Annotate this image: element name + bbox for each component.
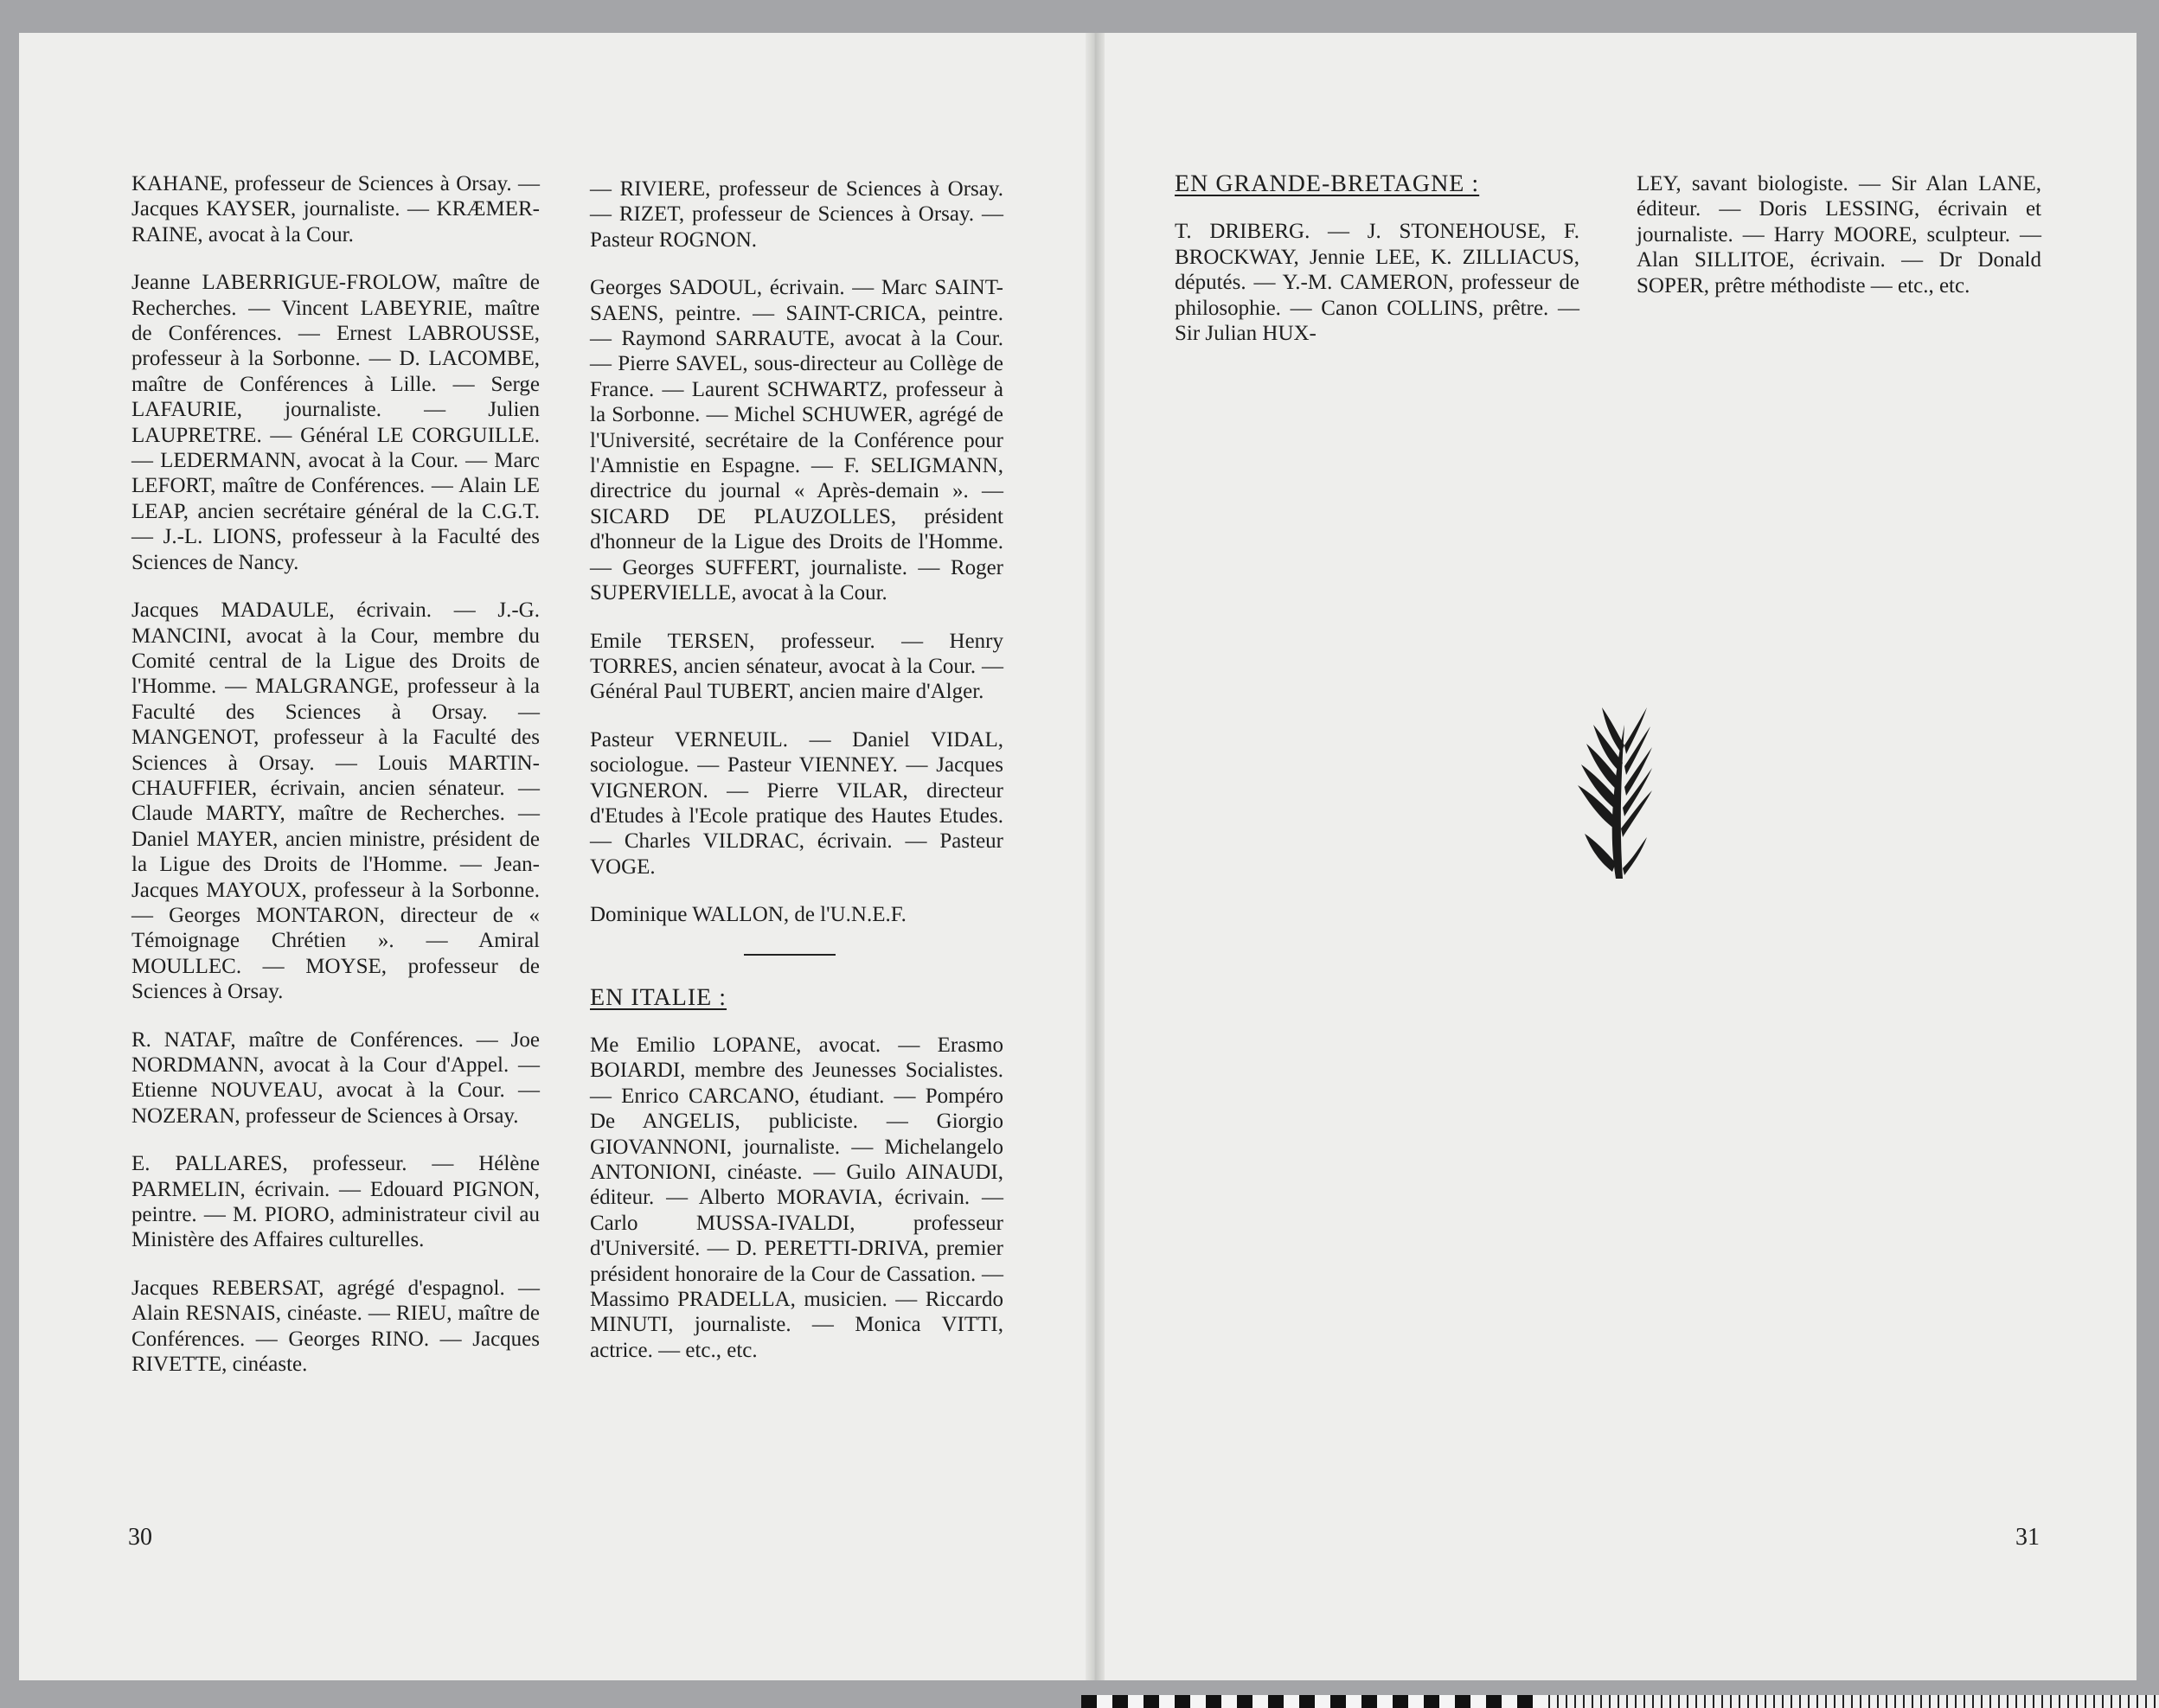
paragraph-k: KAHANE, professeur de Sciences à Orsay. — Jacques KAYSER, journaliste. — KRÆMER-RAINE, avocat à la Cour. — [131, 172, 540, 246]
paragraph-t: Emile TERSEN, professeur. — Henry TORRES, ancien sénateur, avocat à la Cour. — Général Paul TUBERT, ancien maire d'Alger. — [590, 629, 1003, 704]
paragraph-p: E. PALLARES, professeur. — Hélène PARMELIN, écrivain. — Edouard PIGNON, peintre. — M. PIORO, administrateur civil au Ministère des Affaires culturelles. — [131, 1152, 540, 1252]
paragraph-n: R. NATAF, maître de Conférences. — Joe NORDMANN, avocat à la Cour d'Appel. — Etienne NOUVEAU, avocat à la Cour. — NOZERAN, professeur de Sciences à Orsay. — [131, 1027, 540, 1128]
color-calibration-scale — [1081, 1695, 2159, 1708]
right-page-column-2 — [1637, 171, 2041, 321]
paragraph-l: Jeanne LABERRIGUE-FROLOW, maître de Recherches. — Vincent LABEYRIE, maître de Conférences. — Ernest LABROUSSE, professeur à la Sorbonne. — D. LACOMBE, maître de Conférences à Lille. — Serge LAFAURIE, journaliste. — Julien LAUPRETRE. — Général LE CORGUILLE. — LEDERMANN, avocat à la Cour. — Marc LEFORT, maître de Conférences. — Alain LE LEAP, ancien secrétaire général de la C.G.T. — J.-L. LIONS, professeur à la Faculté des Sciences de Nancy. — [131, 271, 540, 574]
page-number-right: 31 — [2015, 1524, 2040, 1551]
paragraph-italie: Me Emilio LOPANE, avocat. — Erasmo BOIARDI, membre des Jeunesses Socialistes. — Enrico CARCANO, étudiant. — Pompéro De ANGELIS, publiciste. — Giorgio GIOVANNONI, journaliste. — Michelangelo ANTONIONI, cinéaste. — Guilo AINAUDI, éditeur. — Alberto MORAVIA, écrivain. — Carlo MUSSA-IVALDI, professeur d'Université. — D. PERETTI-DRIVA, premier président honoraire de la Cour de Cassation. — Massimo PRADELLA, musicien. — Riccardo MINUTI, journaliste. — Monica VITTI, actrice. — etc., etc. — [590, 1033, 1003, 1362]
paragraph-v: Pasteur VERNEUIL. — Daniel VIDAL, sociologue. — Pasteur VIENNEY. — Jacques VIGNERON. — Pierre VILAR, directeur d'Etudes à l'Ecole pratique des Hautes Etudes. — Charles VILDRAC, écrivain. — Pasteur VOGE. — [590, 727, 1003, 879]
left-page-column-2 — [590, 176, 1003, 1385]
section-heading-italie: EN ITALIE : — [590, 983, 727, 1011]
book-gutter — [1086, 33, 1105, 1680]
section-divider — [744, 954, 836, 956]
paragraph-gb-1: T. DRIBERG. — J. STONEHOUSE, F. BROCKWAY, Jennie LEE, K. ZILLIACUS, députés. — Y.-M. CAMERON, professeur de philosophie. — Canon COLLINS, prêtre. — Sir Julian HUX- — [1175, 220, 1579, 346]
right-page-column-1 — [1175, 171, 1579, 368]
section-heading-grande-bretagne: EN GRANDE-BRETAGNE : — [1175, 170, 1480, 197]
paragraph-gb-2: LEY, savant biologiste. — Sir Alan LANE, éditeur. — Doris LESSING, écrivain et journaliste. — Harry MOORE, sculpteur. — Alan SILLITOE, écrivain. — Dr Donald SOPER, prêtre méthodiste — etc., etc. — [1637, 172, 2041, 297]
paragraph-r: Jacques REBERSAT, agrégé d'espagnol. — Alain RESNAIS, cinéaste. — RIEU, maître de Conférences. — Georges RINO. — Jacques RIVETTE, cinéaste. — [131, 1276, 540, 1377]
paragraph-m: Jacques MADAULE, écrivain. — J.-G. MANCINI, avocat à la Cour, membre du Comité central de la Ligue des Droits de l'Homme. — MALGRANGE, professeur à la Faculté des Sciences à Orsay. — MANGENOT, professeur à la Faculté des Sciences à Orsay. — Louis MARTIN-CHAUFFIER, écrivain, ancien sénateur. — Claude MARTY, maître de Recherches. — Daniel MAYER, ancien ministre, président de la Ligue des Droits de l'Homme. — Jean-Jacques MAYOUX, professeur à la Sorbonne. — Georges MONTARON, directeur de « Témoignage Chrétien ». — Amiral MOULLEC. — MOYSE, professeur de Sciences à Orsay. — [131, 598, 540, 1004]
paragraph-s: Georges SADOUL, écrivain. — Marc SAINT-SAENS, peintre. — SAINT-CRICA, peintre. — Raymond SARRAUTE, avocat à la Cour. — Pierre SAVEL, sous-directeur au Collège de France. — Laurent SCHWARTZ, professeur à la Sorbonne. — Michel SCHUWER, agrégé de l'Université, secrétaire de la Conférence pour l'Amnistie en Espagne. — F. SELIGMANN, directrice du journal « Après-demain ». — SICARD DE PLAUZOLLES, président d'honneur de la Ligue des Droits de l'Homme. — Georges SUFFERT, journaliste. — Roger SUPERVIELLE, avocat à la Cour. — [590, 276, 1003, 605]
paragraph-riviere: — RIVIERE, professeur de Sciences à Orsay. — RIZET, professeur de Sciences à Orsay. — Pasteur ROGNON. — [590, 177, 1003, 252]
paragraph-w: Dominique WALLON, de l'U.N.E.F. — [590, 903, 907, 927]
wheat-sprig-icon — [1571, 699, 1654, 880]
left-page-column-1 — [131, 171, 540, 1399]
page-number-left: 30 — [128, 1524, 152, 1551]
